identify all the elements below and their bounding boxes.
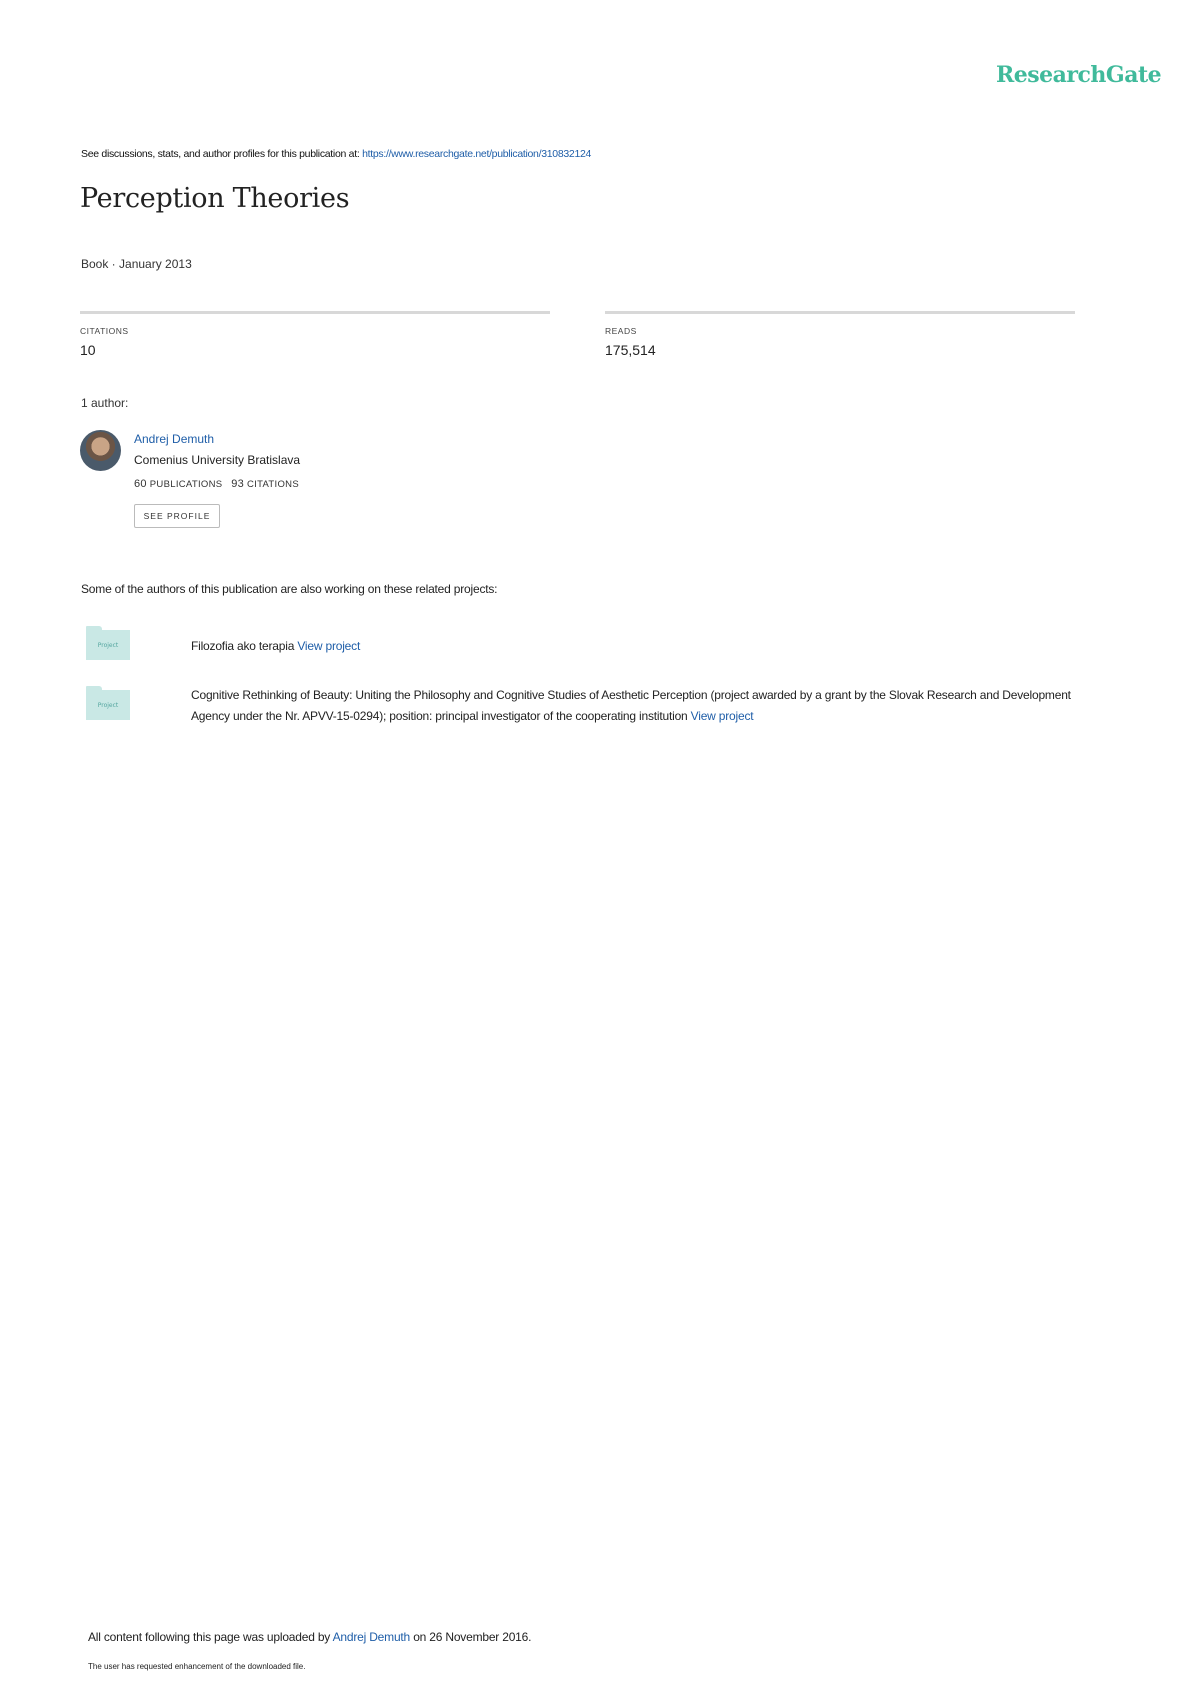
author-stats (134, 478, 299, 490)
discussion-line (81, 148, 591, 160)
citations-label: CITATIONS (80, 326, 129, 336)
project-item (191, 636, 1071, 657)
reads-value: 175,514 (605, 342, 656, 358)
reads-divider (605, 311, 1075, 314)
author-publications-label: PUBLICATIONS (149, 479, 223, 490)
view-project-link[interactable]: View project (690, 709, 754, 723)
enhancement-note: The user has requested enhancement of the downloaded file. (88, 1662, 306, 1671)
view-project-link[interactable]: View project (297, 639, 361, 653)
footer-prefix: All content following this page was uploaded by (88, 1630, 331, 1644)
related-projects-heading: Some of the authors of this publication are also working on these related projects: (81, 582, 498, 596)
researchgate-logo[interactable]: ResearchGate (996, 62, 1162, 88)
project-item (191, 685, 1071, 727)
discussion-text: See discussions, stats, and author profiles for this publication at: (81, 148, 360, 160)
author-citations-count: 93 (231, 478, 245, 490)
project-description: Cognitive Rethinking of Beauty: Uniting the Philosophy and Cognitive Studies of Aesthetic Perception (project awarded by a grant by the Slovak Research and Development Agency under the Nr. APVV-15-0294); position: principal investigator of the cooperating institution (191, 688, 1071, 723)
author-institution: Comenius University Bratislava (134, 453, 301, 467)
authors-heading: 1 author: (81, 396, 129, 410)
page-title: Perception Theories (80, 183, 350, 214)
see-profile-button[interactable]: SEE PROFILE (134, 504, 220, 528)
project-folder-label: Project (86, 690, 130, 720)
project-folder-icon (86, 686, 130, 720)
project-folder-label: Project (86, 630, 130, 660)
publication-url-link[interactable]: https://www.researchgate.net/publication/310832124 (362, 148, 592, 160)
citations-value: 10 (80, 342, 96, 358)
avatar[interactable] (80, 430, 121, 471)
uploader-link[interactable]: Andrej Demuth (332, 1630, 411, 1644)
project-folder-icon (86, 626, 130, 660)
citations-divider (80, 311, 550, 314)
reads-label: READS (605, 326, 637, 336)
publication-meta: Book · January 2013 (81, 257, 192, 271)
footer-suffix: on 26 November 2016. (413, 1630, 532, 1644)
author-name-link[interactable]: Andrej Demuth (134, 432, 215, 446)
upload-footer (88, 1630, 531, 1644)
author-citations-label: CITATIONS (247, 479, 299, 490)
author-publications-count: 60 (134, 478, 147, 490)
project-description: Filozofia ako terapia (191, 639, 295, 653)
